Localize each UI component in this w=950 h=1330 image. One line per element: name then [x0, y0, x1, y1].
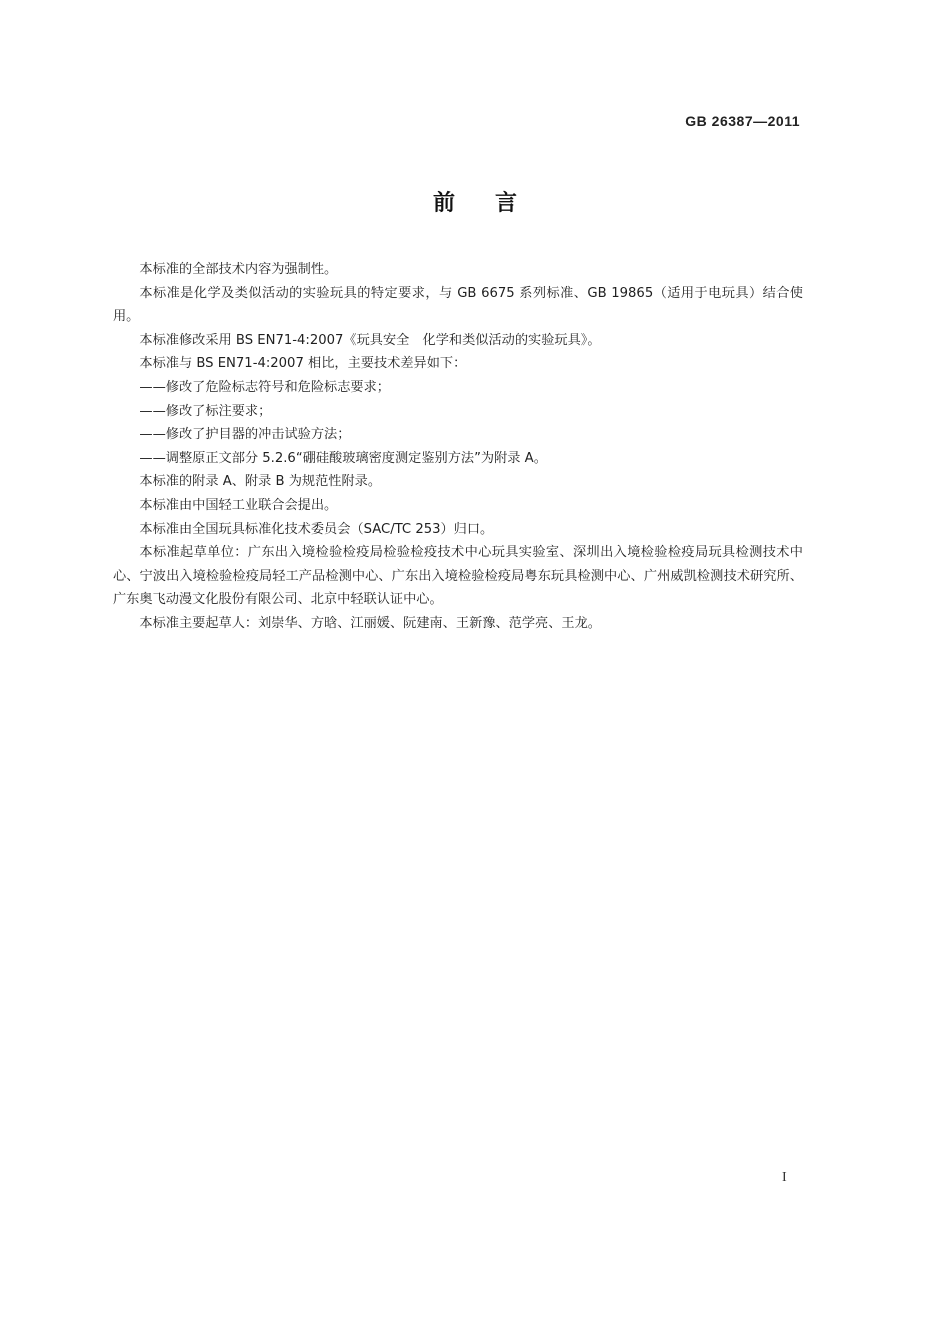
paragraph-mandatory: 本标准的全部技术内容为强制性。: [139, 262, 338, 277]
list-item: ——修改了标注要求；: [139, 403, 272, 419]
paragraph-committee: 本标准由全国玩具标准化技术委员会（SAC/TC 253）归口。: [139, 521, 494, 537]
paragraph-drafters: 本标准主要起草人：刘崇华、方晗、江丽媛、阮建南、王新豫、范学亮、王龙。: [139, 615, 601, 631]
document-code: GB 26387—2011: [685, 113, 800, 129]
paragraph-differences: 本标准与 BS EN71-4:2007 相比，主要技术差异如下：: [139, 356, 467, 372]
paragraph-annexes: 本标准的附录 A、附录 B 为规范性附录。: [139, 474, 382, 490]
list-item: ——调整原正文部分 5.2.6“硼硅酸玻璃密度测定鉴别方法”为附录 A。: [139, 450, 547, 466]
paragraph-proposer: 本标准由中国轻工业联合会提出。: [139, 497, 338, 513]
paragraph-adoption: 本标准修改采用 BS EN71-4:2007《玩具安全 化学和类似活动的实验玩具》。: [139, 332, 601, 348]
paragraph-scope: 本标准是化学及类似活动的实验玩具的特定要求，与 GB 6675 系列标准、GB 19865（适用于电玩具）结合使用。: [113, 285, 803, 325]
page-number: I: [782, 1170, 787, 1185]
list-item: ——修改了护目器的冲击试验方法；: [139, 427, 351, 443]
foreword-body: [113, 258, 803, 636]
list-item: ——修改了危险标志符号和危险标志要求；: [139, 379, 390, 395]
page-title: 前言: [432, 191, 557, 216]
paragraph-drafting-units: 本标准起草单位：广东出入境检验检疫局检验检疫技术中心玩具实验室、深圳出入境检验检疫局玩具检测技术中心、宁波出入境检验检疫局轻工产品检测中心、广东出入境检验检疫局粤东玩具检测中心、广州威凯检测技术研究所、广东奥飞动漫文化股份有限公司、北京中轻联认证中心。: [113, 545, 803, 608]
